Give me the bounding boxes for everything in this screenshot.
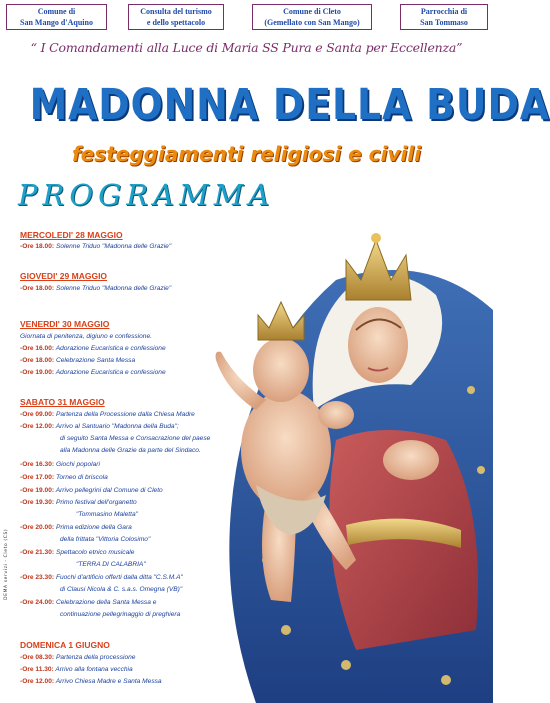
day-note: Giornata di penitenza, digiuno e confessione. bbox=[20, 333, 152, 340]
schedule-row bbox=[20, 678, 162, 685]
schedule-continuation: "Tommasino Maletta" bbox=[76, 511, 138, 518]
motto: “ I Comandamenti alla Luce di Maria SS Pura e Santa per Eccellenza” bbox=[30, 40, 463, 55]
schedule-time: -Ore 08.30: bbox=[20, 654, 55, 661]
schedule-text: Giochi popolari bbox=[55, 461, 100, 468]
schedule-text: Solenne Triduo "Madonna delle Grazie" bbox=[55, 285, 172, 292]
schedule-text: Celebrazione Santa Messa bbox=[55, 357, 136, 364]
madonna-statue-image bbox=[196, 210, 493, 703]
schedule-continuation: "TERRA DI CALABRIA" bbox=[76, 561, 146, 568]
day-heading: MERCOLEDI' 28 MAGGIO bbox=[20, 230, 123, 240]
page-title: MADONNA DELLA BUDA bbox=[29, 80, 550, 130]
schedule-time: -Ore 23.30: bbox=[20, 574, 55, 581]
schedule-text: Spettacolo etnico musicale bbox=[55, 549, 135, 556]
schedule-text: Arrivo Chiesa Madre e Santa Messa bbox=[55, 678, 162, 685]
schedule-row bbox=[20, 423, 179, 430]
schedule-time: -Ore 20.00: bbox=[20, 524, 55, 531]
schedule-text: Solenne Triduo "Madonna delle Grazie" bbox=[55, 243, 172, 250]
programma-heading: PROGRAMMA bbox=[18, 178, 275, 212]
schedule-row bbox=[20, 499, 137, 506]
schedule-continuation: continuazione pellegrinaggio di preghiera bbox=[60, 611, 181, 618]
header-box-san-mango bbox=[6, 4, 107, 30]
schedule-row bbox=[20, 574, 183, 581]
schedule-row bbox=[20, 654, 135, 661]
schedule-text: Arrivo al Santuario "Madonna della Buda"; bbox=[55, 423, 179, 430]
schedule-time: -Ore 16.00: bbox=[20, 345, 55, 352]
schedule-continuation: di seguito Santa Messa e Consacrazione del paese bbox=[60, 435, 211, 442]
schedule-row bbox=[20, 345, 166, 352]
header-line: Comune di bbox=[37, 7, 76, 16]
schedule-time: -Ore 09.00: bbox=[20, 411, 55, 418]
schedule-text: Arrivo alla fontana vecchia bbox=[55, 666, 133, 673]
schedule-text: Fuochi d'artificio offerti dalla ditta "C.S.M.A" bbox=[55, 574, 183, 581]
subtitle: festeggiamenti religiosi e civili bbox=[72, 142, 421, 166]
schedule-text: Prima edizione della Gara bbox=[55, 524, 132, 531]
schedule-row bbox=[20, 599, 156, 606]
schedule-time: -Ore 19.00: bbox=[20, 369, 55, 376]
schedule-row bbox=[20, 549, 134, 556]
schedule-time: -Ore 24.00: bbox=[20, 599, 55, 606]
schedule-row bbox=[20, 666, 133, 673]
schedule-continuation: della frittata "Vittoria Colosimo" bbox=[60, 536, 151, 543]
schedule-time: -Ore 11.30: bbox=[20, 666, 54, 673]
header-line: Comune di Cleto bbox=[283, 7, 341, 16]
schedule-time: -Ore 18.00: bbox=[20, 357, 55, 364]
schedule-text: Adorazione Eucaristica e confessione bbox=[55, 345, 166, 352]
schedule-time: -Ore 21.30: bbox=[20, 549, 55, 556]
schedule-row bbox=[20, 474, 108, 481]
schedule-text: Adorazione Eucaristica e confessione bbox=[55, 369, 166, 376]
schedule-text: Torneo di briscola bbox=[55, 474, 108, 481]
schedule-text: Arrivo pellegrini dal Comune di Cleto bbox=[55, 487, 163, 494]
schedule-time: -Ore 17.00: bbox=[20, 474, 55, 481]
schedule-continuation: di Clausi Nicola & C. s.a.s. Omegna (VB)" bbox=[60, 586, 183, 593]
header-line: Parrocchia di bbox=[420, 7, 468, 16]
schedule-row bbox=[20, 487, 163, 494]
schedule-text: Celebrazione della Santa Messa e bbox=[55, 599, 157, 606]
schedule-time: -Ore 18.00: bbox=[20, 243, 55, 250]
header-box-cleto bbox=[252, 4, 372, 30]
schedule-time: -Ore 16.30: bbox=[20, 461, 55, 468]
side-credit: DEMA servizi - Cleto (CS) bbox=[4, 528, 9, 600]
schedule-row bbox=[20, 461, 100, 468]
schedule-row bbox=[20, 524, 132, 531]
schedule-row bbox=[20, 369, 166, 376]
day-heading: SABATO 31 MAGGIO bbox=[20, 397, 105, 407]
day-heading: VENERDI' 30 MAGGIO bbox=[20, 319, 110, 329]
header-line: (Gemellato con San Mango) bbox=[264, 18, 360, 27]
day-heading: GIOVEDI' 29 MAGGIO bbox=[20, 271, 108, 281]
schedule-text: Partenza della processione bbox=[55, 654, 136, 661]
day-heading: DOMENICA 1 GIUGNO bbox=[20, 640, 110, 650]
schedule-time: -Ore 12.00: bbox=[20, 678, 55, 685]
schedule-time: -Ore 12.00: bbox=[20, 423, 55, 430]
schedule-row bbox=[20, 357, 135, 364]
schedule-row bbox=[20, 285, 171, 292]
header-line: San Mango d'Aquino bbox=[20, 18, 93, 27]
header-line: San Tommaso bbox=[420, 18, 468, 27]
header-box-parrocchia bbox=[400, 4, 488, 30]
schedule-time: -Ore 18.00: bbox=[20, 285, 55, 292]
schedule-continuation: alla Madonna delle Grazie da parte del Sindaco. bbox=[60, 447, 201, 454]
schedule-text: Partenza della Processione dalla Chiesa Madre bbox=[55, 411, 195, 418]
header-box-consulta bbox=[128, 4, 224, 30]
schedule-row bbox=[20, 243, 171, 250]
schedule-time: -Ore 19.00: bbox=[20, 487, 55, 494]
schedule-text: Primo festival dell'organetto bbox=[55, 499, 137, 506]
header-line: e dello spettacolo bbox=[146, 18, 206, 27]
schedule-row bbox=[20, 411, 195, 418]
schedule-time: -Ore 19.30: bbox=[20, 499, 55, 506]
header-line: Consulta del turismo bbox=[140, 7, 212, 16]
